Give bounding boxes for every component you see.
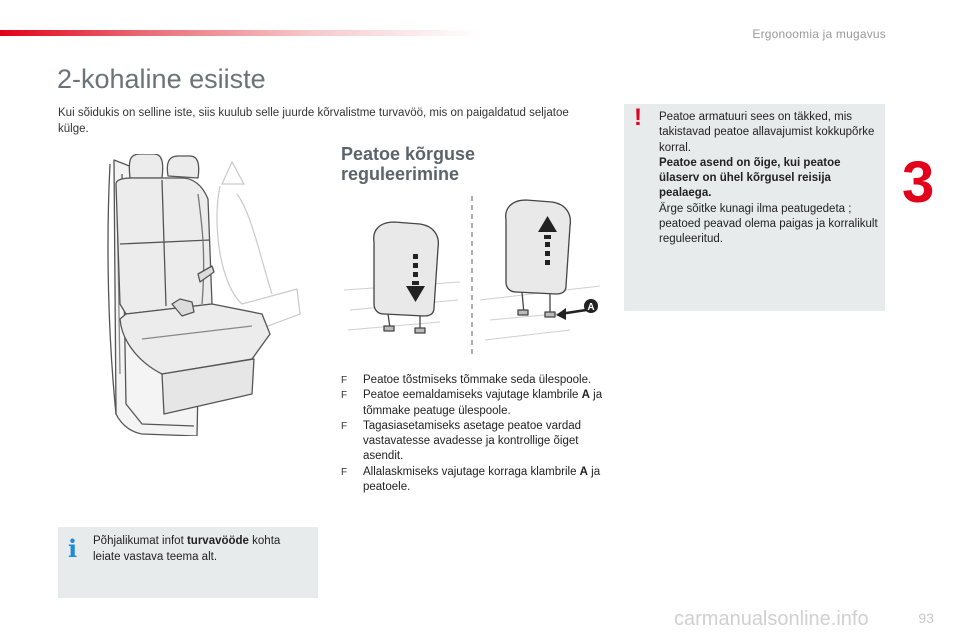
- bullet-marker: F: [341, 466, 348, 478]
- page-number: 93: [918, 610, 934, 626]
- step-text: Peatoe eemaldamiseks vajutage klambrile: [363, 389, 582, 402]
- list-item: [341, 465, 609, 496]
- info-text-post: kohta leiate vastava teema alt.: [93, 535, 281, 563]
- bullet-marker: F: [341, 420, 348, 432]
- header-accent-bar: [0, 30, 480, 36]
- headrest-steps: [341, 373, 609, 495]
- bullet-marker: F: [341, 375, 348, 386]
- info-text-bold: turvavööde: [186, 535, 249, 547]
- step-bold: A: [581, 389, 590, 402]
- list-item: [341, 373, 609, 388]
- bullet-marker: F: [341, 390, 348, 402]
- list-item: [341, 419, 609, 465]
- step-bold: A: [579, 465, 588, 478]
- step-text: Allalaskmiseks vajutage korraga klambrile: [363, 465, 580, 478]
- info-text-pre: Põhjalikumat infot: [93, 535, 187, 547]
- step-text: Peatoe tõstmiseks tõmmake seda ülespoole.: [363, 374, 592, 386]
- warning-icon: !: [634, 104, 642, 131]
- chapter-number: 3: [902, 150, 935, 215]
- info-icon: i: [68, 534, 78, 563]
- headrest-heading-line1: Peatoe kõrguse: [341, 144, 476, 164]
- step-text: ja tõmmake peatuge ülespoole.: [363, 389, 603, 417]
- list-item: [341, 388, 609, 419]
- intro-paragraph: Kui sõidukis on selline iste, siis kuulub selle juurde kõrvalistme turvavöö, mis on paigaldatud seljatoe külge.: [58, 107, 569, 135]
- warning-paragraph: Ärge sõitke kunagi ilma peatugedeta ; peatoed peavad olema paigas ja korralikult reguleeritud.: [659, 202, 878, 246]
- warning-text: [659, 110, 879, 248]
- warning-paragraph: Peatoe armatuuri sees on täkked, mis takistavad peatoe allavajumist kokkupõrke korral.: [659, 111, 875, 154]
- label-a-text: A: [587, 302, 595, 313]
- page-title: 2-kohaline esiiste: [57, 64, 266, 94]
- warning-paragraph-bold: Peatoe asend on õige, kui peatoe ülaserv on ühel kõrgusel reisija pealaega.: [659, 156, 841, 200]
- headrest-heading-line2: reguleerimine: [341, 164, 460, 184]
- step-text: ja peatoele.: [363, 465, 601, 494]
- headrest-heading: [341, 144, 475, 184]
- step-text: Tagasiasetamiseks asetage peatoe vardad vastavatesse avadesse ja kontrollige õiget asendit.: [363, 419, 582, 463]
- watermark: carmanualsonline.info: [674, 608, 869, 630]
- headrest-illustration: [340, 190, 605, 360]
- section-title: Ergonoomia ja mugavus: [752, 27, 886, 41]
- seat-illustration: [102, 154, 307, 436]
- info-text: [93, 534, 308, 565]
